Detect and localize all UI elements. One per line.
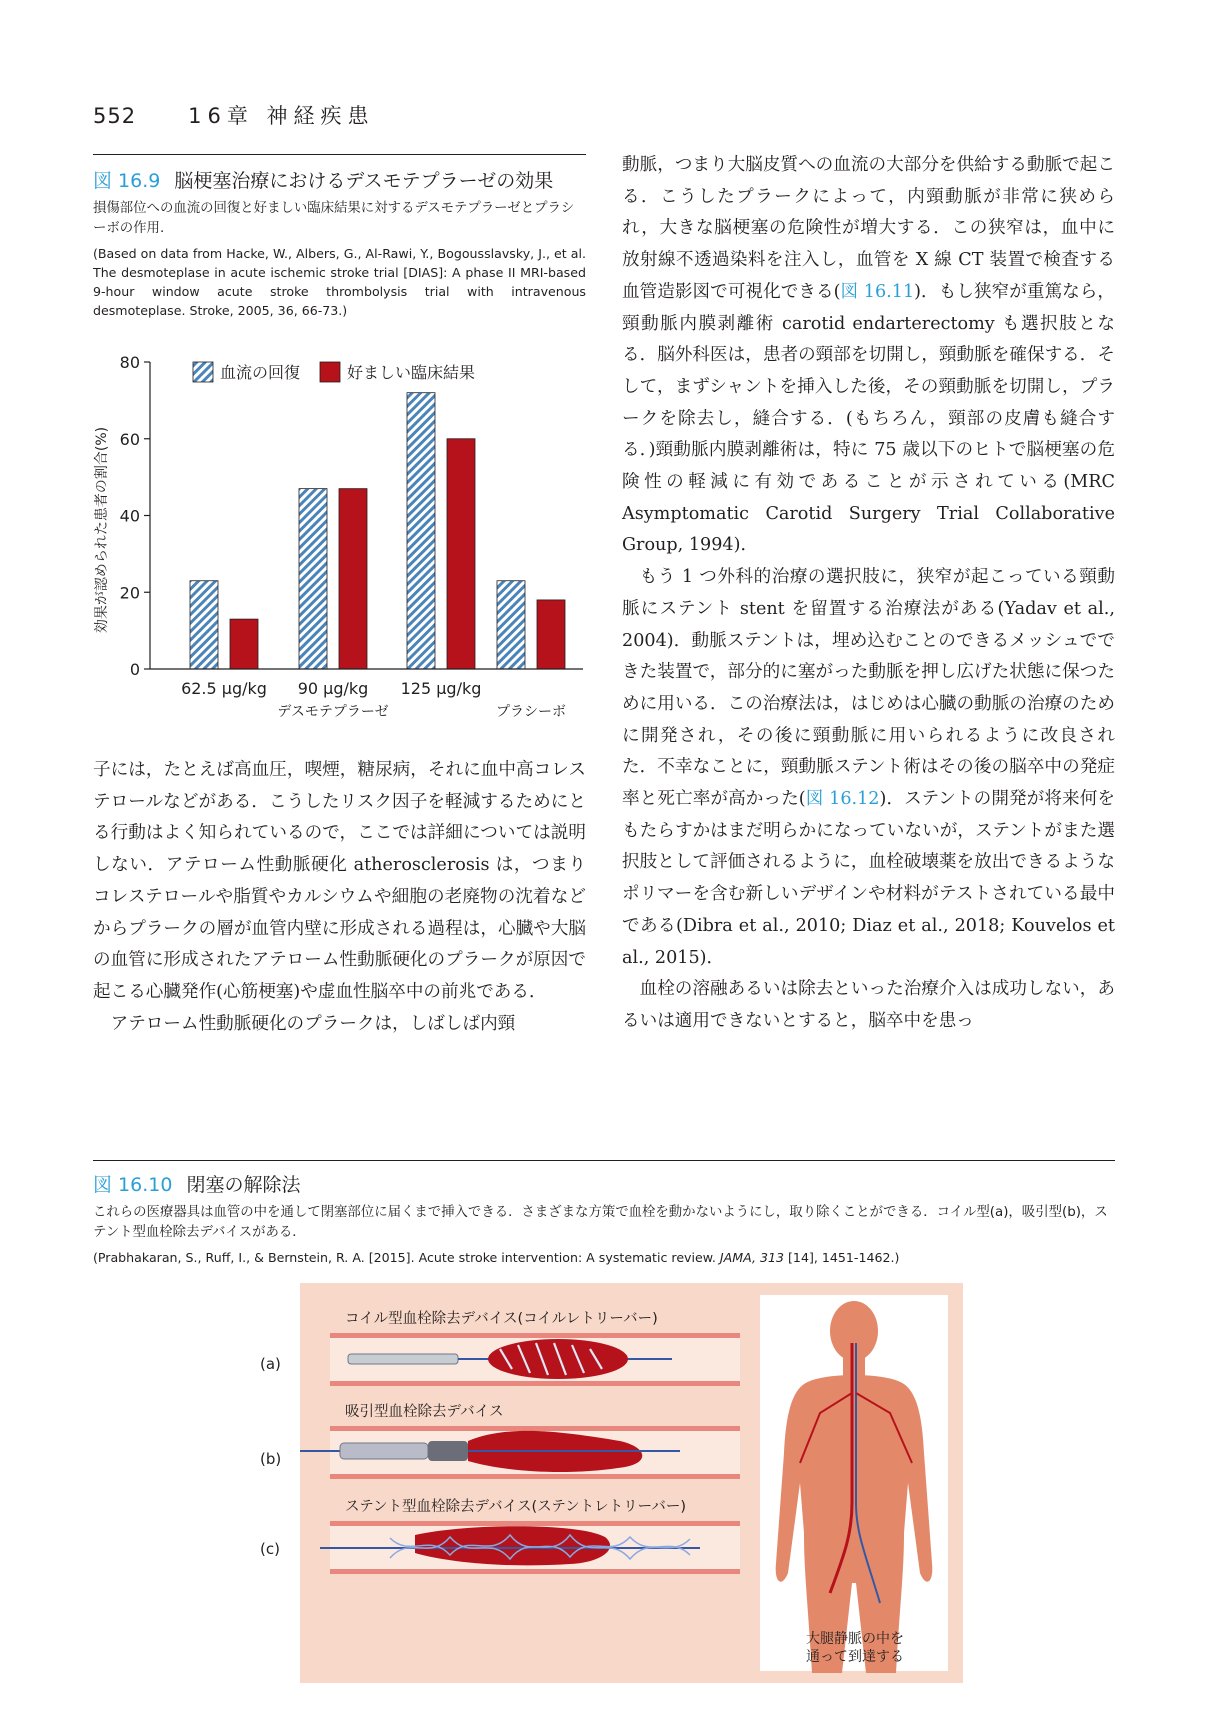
figure-rule: [93, 154, 586, 155]
paragraph: アテローム性動脈硬化のプラークは，しばしば内頸: [110, 1013, 516, 1034]
paragraph: 動脈，つまり大脳皮質への血流の大部分を供給する動脈で起こる．こうしたプラークによって，内頸動脈が非常に狭められ，大きな脳梗塞の危険性が増大する．この狭窄は，血中に放射線不透過染料を注入し，血管を X 線 CT 装置で検査する血管造影図で可視化できる(図 16.11)．もし狭窄が重篤なら，頸動脈内膜剥離術 carotid endarterectomy も選択肢となる．脳外科医は，患者の頸部を切開し，頸動脈を確保する．そして，まずシャントを挿入した後，その頸動脈を切開し，プラークを除去し，縫合する．(もちろん，頸部の皮膚も縫合する．)頸動脈内膜剥離術は，特に 75 歳以下のヒトで脳梗塞の危険性の軽減に有効であることが示されている(MRC Asymptomatic Carotid Surgery Trial Collaborative Group, 1994)．: [622, 155, 1115, 556]
figure-16-10-caption: これらの医療器具は血管の中を通して閉塞部位に届くまで挿入できる．さまざまな方策で血栓を動かないようにし，取り除くことができる．コイル型(a)，吸引型(b)，ステント型血栓除去デバイスがある．: [93, 1205, 1108, 1240]
legend-label-outcome: 好ましい臨床結果: [347, 363, 476, 382]
y-tick-label: 0: [129, 660, 140, 679]
figure-16-9-title: [93, 166, 553, 193]
figure-16-9-caption: 損傷部位への血流の回復と好ましい臨床結果に対するデスモテプラーゼとプラシーボの作用.: [93, 201, 575, 236]
legend-swatch-recovery: [193, 362, 213, 382]
figure-16-10-title: [93, 1170, 300, 1197]
y-tick-label: 60: [119, 429, 140, 449]
figure-number: 図 16.10: [93, 1174, 173, 1196]
clot: [488, 1339, 628, 1379]
panel-label-b: (b): [260, 1450, 282, 1468]
figure-16-10-citation: (Prabhakaran, S., Ruff, I., & Bernstein, R. A. [2015]. Acute stroke intervention: A systematic review. JAMA, 313 [14], 1451-1462.): [93, 1250, 900, 1265]
device-label-stent: ステント型血栓除去デバイス(ステントレトリーバー): [345, 1499, 687, 1515]
y-tick-label: 80: [119, 353, 140, 372]
figure-number: 図 16.9: [93, 170, 161, 192]
paragraph: もう 1 つ外科的治療の選択肢に，狭窄が起こっている頸動脈にステント stent を留置する治療法がある(Yadav et al., 2004)．動脈ステントは，埋め込むことのできるメッシュでできた装置で，部分的に塞がった動脈を押し広げた状態に保つために用いる．この治療法は，はじめは心臓の動脈の治療のために開発され，その後に頸動脈に用いられるように改良された．不幸なことに，頸動脈ステント術はその後の脳卒中の発症率と死亡率が高かった(図 16.12)．ステントの開発が将来何をもたらすかはまだ明らかになっていないが，ステントがまた選択肢として評価されるように，血栓破壊薬を放出できるようなポリマーを含む新しいデザインや材料がテストされている最中である(Dibra et al., 2010; Diaz et al., 2018; Kouvelos et al., 2015)．: [622, 567, 1116, 968]
bar-blood-flow-recovery: [299, 489, 327, 669]
bar-blood-flow-recovery: [497, 581, 525, 669]
body-label-line-2: 通って到達する: [806, 1649, 904, 1665]
legend-label-recovery: 血流の回復: [220, 363, 301, 382]
x-tick-label: 62.5 μg/kg: [181, 679, 267, 698]
bar-favorable-outcome: [230, 619, 258, 669]
bar-favorable-outcome: [447, 439, 475, 669]
x-tick-label: 90 μg/kg: [297, 679, 369, 698]
bar-blood-flow-recovery: [190, 581, 218, 669]
y-tick-label: 20: [119, 583, 140, 603]
figure-title-text: 脳梗塞治療におけるデスモテプラーゼの効果: [174, 170, 554, 192]
figure-rule: [93, 1160, 1115, 1161]
bar-favorable-outcome: [339, 489, 367, 669]
device-label-aspiration: 吸引型血栓除去デバイス: [345, 1404, 504, 1420]
bar-favorable-outcome: [537, 600, 565, 669]
legend: [193, 362, 475, 382]
page-number: 552: [93, 104, 137, 128]
left-column-text: [93, 755, 586, 1040]
y-axis-label: 効果が認められた患者の割合(%): [94, 426, 110, 634]
running-header: [93, 100, 375, 130]
chapter-title: 16章 神経疾患: [188, 104, 375, 128]
x-tick-label: 125 μg/kg: [400, 679, 482, 698]
paragraph: 子には，たとえば高血圧，喫煙，糖尿病，それに血中高コレステロールなどがある．こうしたリスク因子を軽減するためにとる行動はよく知られているので，ここでは詳細については説明しない．アテローム性動脈硬化 atherosclerosis は，つまりコレステロールや脂質やカルシウムや細胞の老廃物の沈着などからプラークの層が血管内壁に形成される過程は，心臓や大脳の血管に形成されたアテローム性動脈硬化のプラークが原因で起こる心臓発作(心筋梗塞)や虚血性脳卒中の前兆である．: [93, 760, 586, 1002]
y-tick-label: 40: [119, 506, 140, 526]
bar-blood-flow-recovery: [407, 393, 435, 669]
panel-label-c: (c): [260, 1540, 280, 1558]
thrombectomy-illustration: [300, 1283, 963, 1683]
device-label-coil: コイル型血栓除去デバイス(コイルレトリーバー): [345, 1311, 658, 1327]
figure-title-text: 閉塞の解除法: [186, 1174, 301, 1196]
panel-label-a: (a): [260, 1355, 281, 1373]
figure-ref-16-11[interactable]: 図 16.11: [840, 281, 915, 302]
legend-swatch-outcome: [320, 362, 340, 382]
group-label-placebo: プラシーボ: [496, 704, 566, 720]
desmoteplase-bar-chart: [88, 350, 598, 730]
right-column-text: [622, 150, 1115, 1038]
figure-ref-16-12[interactable]: 図 16.12: [805, 789, 880, 810]
group-label-desmoteplase: デスモテプラーゼ: [277, 704, 389, 720]
figure-16-9-citation: (Based on data from Hacke, W., Albers, G., Al-Rawi, Y., Bogousslavsky, J., et al. The desmoteplase in acute ischemic stroke trial [DIAS]: A phase II MRI-based 9-hour window acute stroke thrombolysis trial with intravenous desmoteplase. Stroke, 2005, 36, 66-73.): [93, 246, 586, 318]
paragraph: 血栓の溶融あるいは除去といった治療介入は成功しない，あるいは適用できないとすると，脳卒中を患っ: [622, 979, 1115, 1031]
body-label-line-1: 大腿静脈の中を: [806, 1631, 904, 1647]
